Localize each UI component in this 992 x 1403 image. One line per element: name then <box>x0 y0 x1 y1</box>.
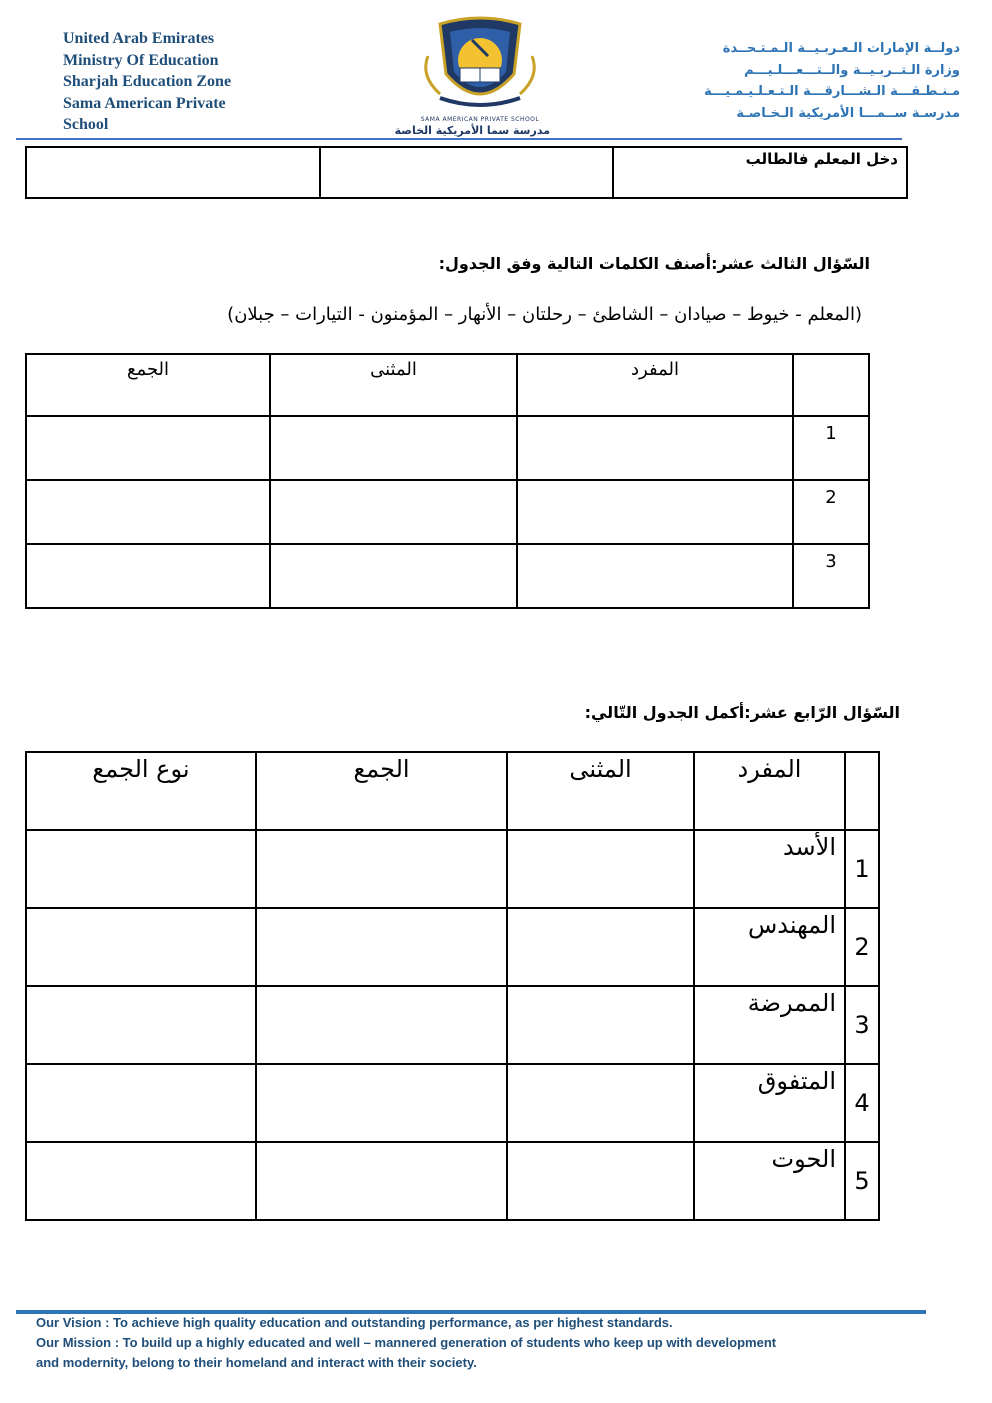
singular-word: المهندس <box>694 908 845 986</box>
answer-cell[interactable] <box>270 416 517 480</box>
table-header-dual: المثنى <box>270 354 517 416</box>
answer-cell[interactable] <box>517 544 793 608</box>
header-ar-line: وزارة الـتــربـيــة والــتـــعـــلـيـــم <box>744 62 960 78</box>
school-crest-icon <box>410 16 550 116</box>
logo-caption-en: SAMA AMERICAN PRIVATE SCHOOL <box>420 116 540 123</box>
answer-cell[interactable] <box>256 1064 507 1142</box>
logo-caption-ar: مدرسة سما الأمريكية الخاصة <box>394 124 550 137</box>
answer-cell[interactable] <box>26 986 256 1064</box>
answer-cell[interactable] <box>26 544 270 608</box>
answer-cell[interactable] <box>26 480 270 544</box>
answer-cell[interactable] <box>26 830 256 908</box>
row-number: 1 <box>845 830 879 908</box>
footer-vision: Our Vision : To achieve high quality education and outstanding performance, as per highest standards. <box>36 1315 673 1330</box>
header-ar-line: مدرسـة ســمـــا الأمريكية الـخـاصـة <box>736 105 960 121</box>
singular-word: الممرضة <box>694 986 845 1064</box>
footer-mission: Our Mission : To build up a highly educated and well – mannered generation of students who keep up with development <box>36 1335 777 1350</box>
question13-title: السّؤال الثالث عشر:أصنف الكلمات التالية وفق الجدول: <box>438 254 870 273</box>
answer-cell[interactable] <box>270 480 517 544</box>
answer-cell[interactable] <box>517 480 793 544</box>
answer-cell[interactable] <box>26 908 256 986</box>
row-number: 3 <box>793 544 869 608</box>
intro-empty-cell[interactable] <box>26 147 320 198</box>
table-header-singular: المفرد <box>694 752 845 830</box>
header-english-block <box>63 28 323 136</box>
header-ar-line: مـنـطـقـــة الـشـــارقـــة الـتـعـلـيـمـيـــة <box>704 84 960 99</box>
table-header-dual: المثنى <box>507 752 694 830</box>
school-logo <box>394 16 550 140</box>
answer-cell[interactable] <box>256 1142 507 1220</box>
table-row <box>26 416 869 480</box>
table-row <box>26 480 869 544</box>
header-en-line: School <box>63 116 109 133</box>
footer-divider-gap <box>472 1308 652 1310</box>
answer-cell[interactable] <box>517 416 793 480</box>
question13-table <box>25 353 870 609</box>
header-ar-line: دولــة الإمارات الـعـربـيــة الـمـتـحــدة <box>722 41 960 56</box>
table-row <box>26 544 869 608</box>
table-header-cell <box>793 354 869 416</box>
question14-table <box>25 751 880 1221</box>
answer-cell[interactable] <box>270 544 517 608</box>
table-row <box>26 1064 879 1142</box>
row-number: 5 <box>845 1142 879 1220</box>
footer-mission-continued: and modernity, belong to their homeland and interact with their society. <box>36 1355 477 1370</box>
singular-word: الحوت <box>694 1142 845 1220</box>
answer-cell[interactable] <box>256 986 507 1064</box>
header-divider <box>16 138 902 140</box>
header-en-line: Ministry Of Education <box>63 51 219 69</box>
answer-cell[interactable] <box>507 1142 694 1220</box>
answer-cell[interactable] <box>26 1064 256 1142</box>
header-en-line: Sama American Private <box>63 94 226 112</box>
table-row <box>26 908 879 986</box>
footer-text <box>36 1313 936 1373</box>
header-arabic-block <box>640 38 960 124</box>
table-header-cell <box>845 752 879 830</box>
row-number: 3 <box>845 986 879 1064</box>
intro-label-cell: دخل المعلم فالطالب <box>613 147 907 198</box>
table-row <box>26 1142 879 1220</box>
row-number: 1 <box>793 416 869 480</box>
table-row <box>26 986 879 1064</box>
question13-word-list: (المعلم - خيوط – صيادان – الشاطئ – رحلتان – الأنهار – المؤمنون - التيارات – جبلان) <box>227 304 862 325</box>
table-header-plural: الجمع <box>26 354 270 416</box>
table-header-plural-type: نوع الجمع <box>26 752 256 830</box>
table-row <box>26 830 879 908</box>
singular-word: الأسد <box>694 830 845 908</box>
row-number: 4 <box>845 1064 879 1142</box>
question14-title: السّؤال الرّابع عشر:أكمل الجدول التّالي: <box>584 703 900 722</box>
answer-cell[interactable] <box>507 908 694 986</box>
answer-cell[interactable] <box>26 416 270 480</box>
intro-empty-cell[interactable] <box>320 147 614 198</box>
header-en-line: United Arab Emirates <box>63 30 215 47</box>
row-number: 2 <box>793 480 869 544</box>
row-number: 2 <box>845 908 879 986</box>
table-header-singular: المفرد <box>517 354 793 416</box>
answer-cell[interactable] <box>507 830 694 908</box>
answer-cell[interactable] <box>507 986 694 1064</box>
singular-word: المتفوق <box>694 1064 845 1142</box>
answer-cell[interactable] <box>256 908 507 986</box>
answer-cell[interactable] <box>256 830 507 908</box>
answer-cell[interactable] <box>26 1142 256 1220</box>
table-header-plural: الجمع <box>256 752 507 830</box>
intro-table <box>25 146 908 199</box>
answer-cell[interactable] <box>507 1064 694 1142</box>
header-en-line: Sharjah Education Zone <box>63 73 232 90</box>
